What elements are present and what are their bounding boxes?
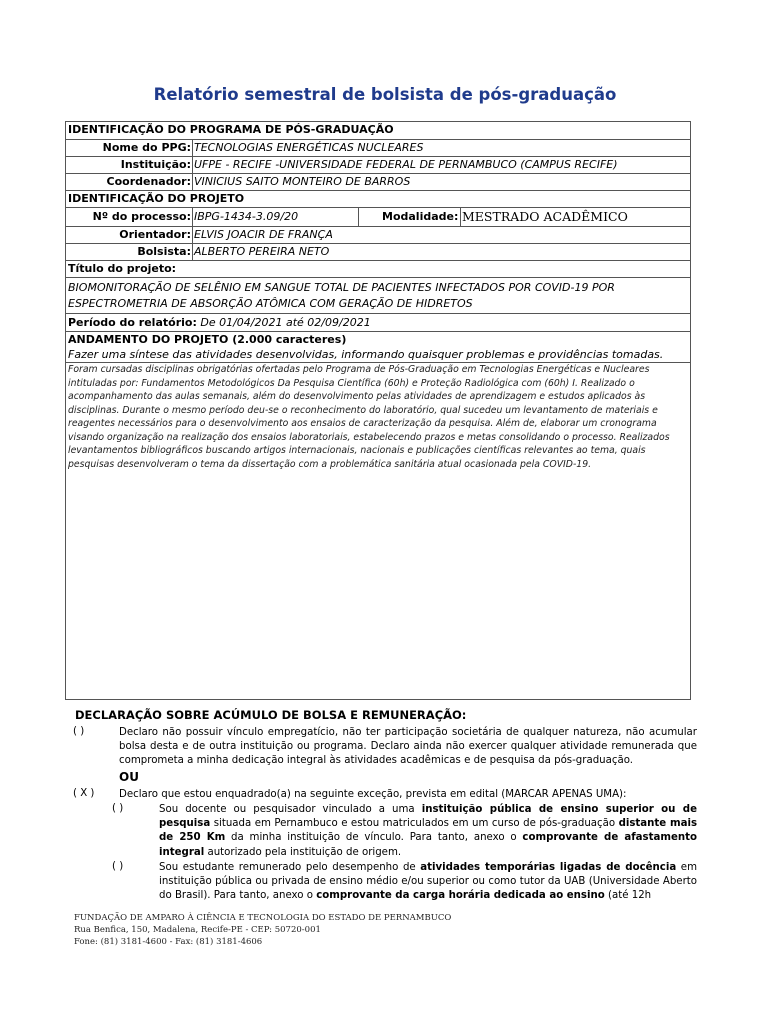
fellow-value[interactable]: ALBERTO PEREIRA NETO [194, 245, 330, 258]
advisor-label: Orientador: [119, 228, 191, 241]
program-header: IDENTIFICAÇÃO DO PROGRAMA DE PÓS-GRADUAÇÃO [66, 122, 690, 140]
footer-line3: Fone: (81) 3181-4600 - Fax: (81) 3181-4606 [74, 937, 263, 947]
advisor-row [66, 227, 690, 244]
institution-label: Instituição: [120, 158, 191, 171]
or-label: OU [119, 770, 139, 784]
project-title-row [66, 278, 690, 314]
institution-row [66, 157, 690, 174]
project-title-line1[interactable]: BIOMONITORAÇÃO DE SELÊNIO EM SANGUE TOTAL DE PACIENTES INFECTADOS POR COVID-19 POR [68, 281, 615, 294]
footer-line2: Rua Benfica, 150, Madalena, Recife-PE - CEP: 50720-001 [74, 925, 321, 935]
option1-checkbox[interactable]: ( ) [73, 726, 85, 737]
project-title-label: Título do projeto: [66, 261, 690, 278]
advisor-value[interactable]: ELVIS JOACIR DE FRANÇA [194, 228, 333, 241]
ppg-value[interactable]: TECNOLOGIAS ENERGÉTICAS NUCLEARES [194, 141, 424, 154]
option2-text: Declaro que estou enquadrado(a) na seguinte exceção, prevista em edital (MARCAR APENAS UMA): [119, 789, 627, 800]
process-value[interactable]: IBPG-1434-3.09/20 [194, 210, 299, 223]
period-value[interactable]: De 01/04/2021 até 02/09/2021 [200, 316, 371, 329]
declaration-header: DECLARAÇÃO SOBRE ACÚMULO DE BOLSA E REMUNERAÇÃO: [75, 708, 467, 722]
sub-option1-checkbox[interactable]: ( ) [112, 803, 124, 814]
sub-option2-checkbox[interactable]: ( ) [112, 861, 124, 872]
progress-text[interactable]: Foram cursadas disciplinas obrigatórias ofertadas pelo Programa de Pós-Graduação em Tecnologias Energéticas e Nucleares intituladas por: Fundamentos Metodológicos Da Pesquisa Científica (60h) e Proteção Radiológica com (60h) I. Realizado o acompanhamento das aulas semanais, além do desenvolvimento pelas atividades de aprendizagem e estudos aplicados às disciplinas. Durante o mesmo período deu-se o reconhecimento do laboratório, qual sucedeu um levantamento de materiais e reagentes necessários para o desenvolvimento aos ensaios de caracterização da pesquisa. Além de, elaborar um cronograma visando organização na realização dos ensaios laboratoriais, estabelecendo prazos e metas consolidando o processo. Realizados levantamentos bibliográficos buscando artigos internacionais, nacionais e publicações científicas relevantes ao tema, quais pesquisas desenvolveram o tema da dissertação com a problemática sanitária atual ocasionada pela COVID-19. [68, 364, 670, 470]
page-title: Relatório semestral de bolsista de pós-graduação [153, 85, 617, 104]
fellow-label: Bolsista: [137, 245, 191, 258]
report-form [65, 121, 691, 700]
progress-header: ANDAMENTO DO PROJETO (2.000 caracteres) [68, 333, 347, 346]
progress-instruction: Fazer uma síntese das atividades desenvolvidas, informando quaisquer problemas e providências tomadas. [66, 347, 690, 363]
process-row [66, 208, 690, 227]
project-header: IDENTIFICAÇÃO DO PROJETO [66, 191, 690, 208]
coordinator-label: Coordenador: [106, 175, 191, 188]
ppg-row [66, 140, 690, 157]
footer-line1: FUNDAÇÃO DE AMPARO À CIÊNCIA E TECNOLOGIA DO ESTADO DE PERNAMBUCO [74, 913, 452, 923]
period-label: Período do relatório: [68, 316, 197, 329]
institution-value[interactable]: UFPE - RECIFE -UNIVERSIDADE FEDERAL DE PERNAMBUCO (CAMPUS RECIFE) [194, 158, 618, 171]
fellow-row [66, 244, 690, 261]
option2-checkbox[interactable]: ( X ) [73, 788, 95, 799]
period-row [66, 314, 690, 332]
project-title-line2[interactable]: ESPECTROMETRIA DE ABSORÇÃO ATÔMICA COM GERAÇÃO DE HIDRETOS [68, 296, 473, 310]
sub-option2-text: Sou estudante remunerado pelo desempenho de atividades temporárias ligadas de docência em instituição pública ou privada de ensino médio e/ou superior ou como tutor da UAB (Universidade Aberto do Brasil). Para tanto, anexo o comprovante da carga horária dedicada ao ensino (até 12h [159, 862, 697, 902]
coordinator-row [66, 174, 690, 191]
coordinator-value[interactable]: VINICIUS SAITO MONTEIRO DE BARROS [194, 175, 411, 188]
footer [74, 912, 451, 948]
ppg-label: Nome do PPG: [102, 141, 191, 154]
option1-text: Declaro não possuir vínculo empregatício, não ter participação societária de qualquer natureza, não acumular bolsa desta e de outra instituição ou programa. Declaro ainda não exercer qualquer atividade remunerada que comprometa a minha dedicação integral às atividades acadêmicas e de pesquisa da pós-graduação. [119, 727, 697, 767]
sub-option1-text: Sou docente ou pesquisador vinculado a uma instituição pública de ensino superior ou de pesquisa situada em Pernambuco e estou matriculados em um curso de pós-graduação distante mais de 250 Km da minha instituição de vínculo. Para tanto, anexo o comprovante de afastamento integral autorizado pela instituição de origem. [159, 804, 698, 858]
modalidade-value[interactable]: MESTRADO ACADÊMICO [462, 209, 628, 224]
modalidade-label: Modalidade: [382, 210, 459, 223]
process-label: Nº do processo: [92, 210, 191, 223]
